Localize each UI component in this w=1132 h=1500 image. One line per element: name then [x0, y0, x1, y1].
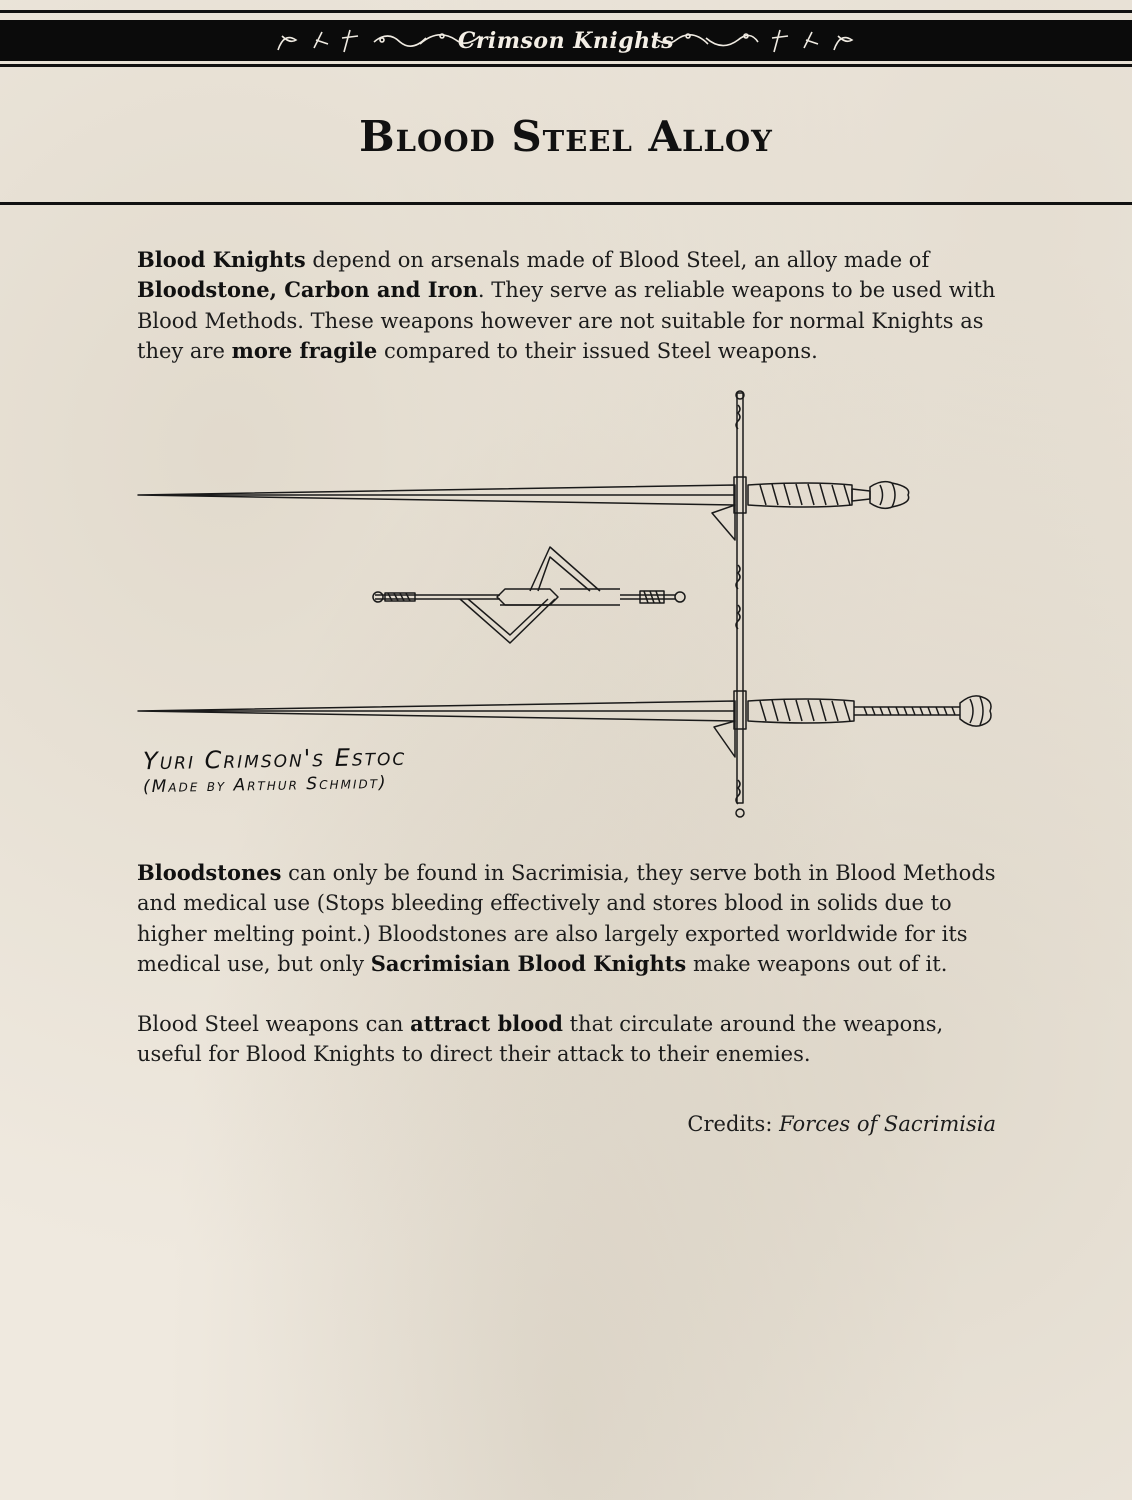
text-run: make weapons out of it.: [686, 951, 948, 976]
cross-piece: [373, 547, 685, 643]
paragraph-attract-blood: [137, 1009, 997, 1070]
credits-label: Credits:: [687, 1112, 780, 1136]
bold-phrase: attract blood: [410, 1011, 563, 1036]
text-run: compared to their issued Steel weapons.: [377, 338, 818, 363]
title-divider: [0, 202, 1132, 205]
estoc-upper: [138, 391, 909, 803]
illustration-caption-maker: (Made by Arthur Schmidt): [142, 772, 388, 798]
text-run: that circulate around the weapons, useful for Blood Knights to direct their attack to their enemies.: [137, 1012, 944, 1067]
right-flourish-icon: [646, 22, 861, 60]
text-run: depend on arsenals made of Blood Steel, an alloy made of: [305, 248, 930, 272]
paragraph-intro: [137, 245, 997, 366]
header-banner: [0, 0, 1132, 80]
banner-bottom-rule: [0, 64, 1132, 67]
credits-source: Forces of Sacrimisia: [779, 1112, 996, 1136]
banner-top-rule: [0, 10, 1132, 13]
bold-phrase: Bloodstone, Carbon and Iron: [137, 277, 478, 303]
paragraph-bloodstones: [137, 858, 997, 979]
banner-title: Crimson Knights: [457, 28, 675, 54]
text-run: . They serve as reliable weapons to be used with Blood Methods. These weapons however are not suitable for normal Knights as they are: [137, 278, 996, 363]
text-run: Blood Steel weapons can: [137, 1012, 411, 1036]
text-run: can only be found in Sacrimisia, they serve both in Blood Methods and medical use (Stops bleeding effectively and stores blood in solids due to higher melting point.) Bloodstones are also largely exported worldwide for its medical use, but only: [137, 861, 996, 976]
illustration-caption-title: Yuri Crimson's Estoc: [142, 742, 407, 776]
bold-phrase: Bloodstones: [137, 860, 282, 885]
bold-phrase: Sacrimisian Blood Knights: [370, 950, 687, 976]
page-title: Blood Steel Alloy: [359, 112, 773, 161]
bold-phrase: more fragile: [231, 337, 378, 363]
bold-phrase: Blood Knights: [137, 247, 306, 272]
credits-line: [687, 1112, 996, 1136]
